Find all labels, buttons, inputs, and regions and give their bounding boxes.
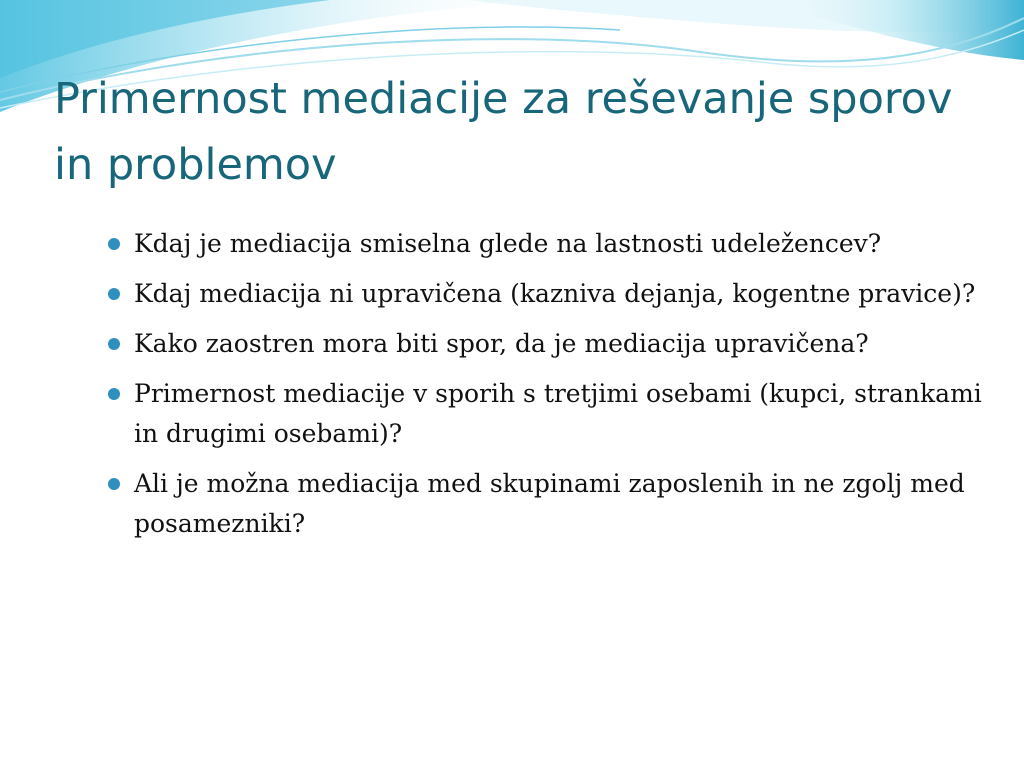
list-item bbox=[106, 224, 986, 264]
list-item bbox=[106, 374, 986, 454]
bullet-dot-icon bbox=[108, 288, 120, 300]
list-item-text: Kdaj je mediacija smiselna glede na lastnosti udeležencev? bbox=[134, 229, 882, 258]
bullet-list bbox=[106, 224, 986, 554]
list-item-text: Kdaj mediacija ni upravičena (kazniva dejanja, kogentne pravice)? bbox=[134, 279, 976, 308]
slide-title: Primernost mediacije za reševanje sporov in problemov bbox=[54, 74, 953, 190]
list-item bbox=[106, 464, 986, 544]
bullet-dot-icon bbox=[108, 478, 120, 490]
list-item-text: Ali je možna mediacija med skupinami zaposlenih in ne zgolj med posamezniki? bbox=[134, 469, 965, 538]
bullet-dot-icon bbox=[108, 388, 120, 400]
list-item bbox=[106, 274, 986, 314]
list-item bbox=[106, 324, 986, 364]
list-item-text: Kako zaostren mora biti spor, da je mediacija upravičena? bbox=[134, 329, 869, 358]
bullet-dot-icon bbox=[108, 338, 120, 350]
list-item-text: Primernost mediacije v sporih s tretjimi osebami (kupci, strankami in drugimi osebami)? bbox=[134, 379, 982, 448]
bullet-dot-icon bbox=[108, 238, 120, 250]
